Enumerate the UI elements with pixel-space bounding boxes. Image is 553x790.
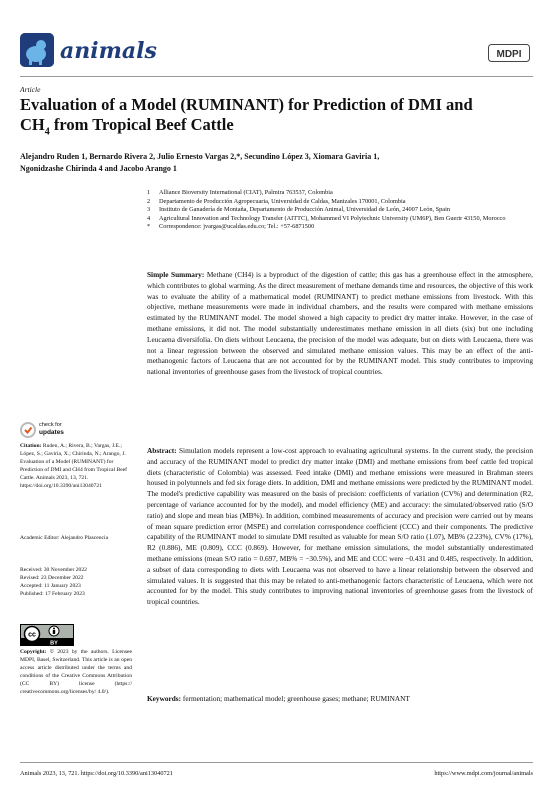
affiliation-number: 4 bbox=[147, 214, 151, 222]
author-list bbox=[20, 151, 533, 175]
title-subscript: 4 bbox=[44, 126, 50, 138]
publication-dates bbox=[20, 566, 132, 598]
page-footer bbox=[20, 770, 533, 777]
check-updates-line-1: check for bbox=[39, 422, 62, 428]
affiliation-text: Agricultural Innovation and Technology Transfer (AITTC), Mohammed VI Polytechnic University (UM6P), Ben Guerir 43150, Morocco bbox=[159, 214, 506, 222]
affiliation-text: Departamento de Producción Agropecuaria, Universidad de Caldas, Manizales 170001, Colombia bbox=[159, 197, 406, 205]
affiliation-item bbox=[147, 215, 533, 224]
by-text: BY bbox=[50, 640, 58, 646]
abstract bbox=[147, 446, 533, 608]
copyright bbox=[20, 648, 132, 697]
copyright-label: Copyright: bbox=[20, 649, 47, 655]
authors-line-2-text: Ngonidzashe Chirinda 4 and Jacobo Arango 1 bbox=[20, 164, 177, 173]
simple-summary-label: Simple Summary: bbox=[147, 270, 205, 279]
affiliation-item bbox=[147, 206, 533, 215]
academic-editor: Academic Editor: Alejandro Plascencia bbox=[20, 535, 109, 541]
cc-by-license-badge[interactable] bbox=[20, 624, 74, 646]
correspondence bbox=[147, 223, 533, 232]
abstract-text: Simulation models represent a low-cost approach to evaluating agricultural systems. In the current study, the precision and accuracy of the RUMINANT model to predict dry matter intake (DMI) and methane emissions from beef cattle fed tropical diets (characteristic of Colombia) was assessed. Feed intake (DMI) and methane emissions were measured in Brahman steers housed in polytunnels and fed six forage diets. In addition, DMI and methane emissions were predicted by the RUMINANT model. The model's predictive capability was measured on the basis of precision: coefficients of variation (CV%) and determination (R2, percentage of variance accounted for by the model), and model efficiency (ME) and accuracy: the simulated/observed ratio (S/O ratio) and slope and mean bias (MB%). In addition, combined measurements of accuracy and precision were carried out by means of mean square prediction error (MSPE) and correlation correspondence coefficient (CCC) and their components. The predictive capability of the RUMINANT model to simulate DMI resulted as valuable for mean S/O ratio (1.07), MB% (2.23%), CV% (17%), R2 (0.886), ME (0.809), CCC (0.869). However, for methane emission simulations, the model substantially underestimated methane emissions (mean S/O ratio = 0.697, MB% = −30.5%), and ME and CCC were −0.431 and 0.485, respectively. In addition, a subset of data corresponding to diets with Leucaena was not observed to have a linear relationship between the observed and simulated values. It is suggested that this may be related to anti-methanogenic factors characteristic of Leucaena, which were not accounted for by the model. This study contributes to improving national inventories of greenhouse gases from the livestock of tropical countries. bbox=[147, 446, 533, 607]
affiliation-number: 3 bbox=[147, 206, 151, 213]
affiliation-item bbox=[147, 198, 533, 207]
article-type: Article bbox=[20, 85, 41, 94]
authors-line-1-text: Alejandro Ruden 1, Bernardo Rivera 2, Julio Ernesto Vargas 2,*, Secundino López 3, Xiomara Gaviria 1, bbox=[20, 152, 380, 161]
revised-date: Revised: 23 December 2022 bbox=[20, 575, 84, 582]
citation-label: Citation: bbox=[20, 443, 42, 449]
citation-text: Ruden, A.; Rivera, B.; Vargas, J.E.; López, S.; Gaviria, X.; Chirinda, N.; Arango, J. Evaluation of a Model (RUMINANT) for Prediction of DMI and CH4 from Tropical Beef Cattle. Animals 2023, 13, 721. https://doi.org/10.3390/ani13040721 bbox=[20, 443, 128, 490]
simple-summary-text: Methane (CH4) is a byproduct of the digestion of cattle; this gas has a greenhouse effect in the atmosphere, which contributes to global warming. As the direct measurement of methane demands time and resources, the objective of this work was to evaluate the ability of a mathematical model (RUMINANT) to predict methane emissions from livestock. With this objective, methane measurements were made in individual chambers, and the results were compared with methane emissions estimated by the RUMINANT model. The model showed a high capacity to predict dry matter intake. However, in the case of methane emissions, it did not. The model substantially underestimates methane emission in all diets (six) but one including Leucaena diversifolia. On diets without Leucaena, the precision of the model was adequate, but on diets with Leucaena, there was not a linear regression between the observed and simulated methane emission values. This may be an effect of the anti-methanogenic factors of Leucaena that are not accounted for by the RUMINANT model. This study contributes to improving national inventories of greenhouse gases from the livestock of tropical countries. bbox=[147, 270, 533, 377]
header-divider bbox=[20, 76, 533, 77]
mdpi-logo bbox=[488, 44, 530, 62]
authors-line-2 bbox=[20, 163, 533, 175]
check-for-updates-button[interactable] bbox=[20, 420, 80, 440]
copyright-text: © 2023 by the authors. Licensee MDPI, Basel, Switzerland. This article is an open access article distributed under the terms and conditions of the Creative Commons Attribution (CC BY) license (https:// creativecommons.org/licenses/by/ 4.0/). bbox=[20, 649, 132, 696]
journal-logo bbox=[20, 33, 54, 67]
title-line-2-post: from Tropical Beef Cattle bbox=[49, 115, 234, 134]
check-updates-line-2: updates bbox=[39, 429, 64, 436]
footer-citation: Animals 2023, 13, 721. https://doi.org/10.3390/ani13040721 bbox=[20, 770, 173, 777]
affiliation-number: 1 bbox=[147, 189, 151, 196]
affiliations bbox=[147, 189, 533, 232]
journal-name: animals bbox=[60, 38, 157, 64]
affiliation-number: * bbox=[147, 223, 151, 230]
title-line-2-pre: CH bbox=[20, 115, 45, 134]
citation bbox=[20, 442, 132, 491]
received-date: Received: 30 November 2022 bbox=[20, 567, 87, 573]
footer-journal-link[interactable]: https://www.mdpi.com/journal/animals bbox=[434, 770, 533, 777]
affiliation-number: 2 bbox=[147, 197, 151, 205]
affiliation-text: Alliance Bioversity International (CIAT), Palmira 763537, Colombia bbox=[159, 189, 333, 196]
cc-text: cc bbox=[28, 631, 36, 639]
affiliation-text: Instituto de Ganadería de Montaña, Departamento de Producción Animal, Universidad de León, 24007 León, Spain bbox=[159, 206, 450, 213]
title-line-1: Evaluation of a Model (RUMINANT) for Prediction of DMI and bbox=[20, 95, 473, 114]
footer-divider bbox=[20, 762, 533, 763]
affiliation-text: Correspondence: jvargas@ucaldas.edu.co; Tel.: +57-6871500 bbox=[159, 223, 315, 230]
abstract-label: Abstract: bbox=[147, 446, 177, 455]
simple-summary bbox=[147, 270, 533, 378]
publisher-name: MDPI bbox=[496, 49, 522, 60]
keywords-label: Keywords: bbox=[147, 694, 182, 703]
accepted-date: Accepted: 11 January 2023 bbox=[20, 583, 81, 590]
article-title bbox=[20, 95, 533, 142]
affiliation-item bbox=[147, 189, 533, 198]
authors-line-1 bbox=[20, 151, 533, 163]
keywords bbox=[147, 694, 533, 705]
keywords-text: fermentation; mathematical model; greenhouse gases; methane; RUMINANT bbox=[182, 694, 410, 703]
published-date: Published: 17 February 2023 bbox=[20, 591, 85, 598]
